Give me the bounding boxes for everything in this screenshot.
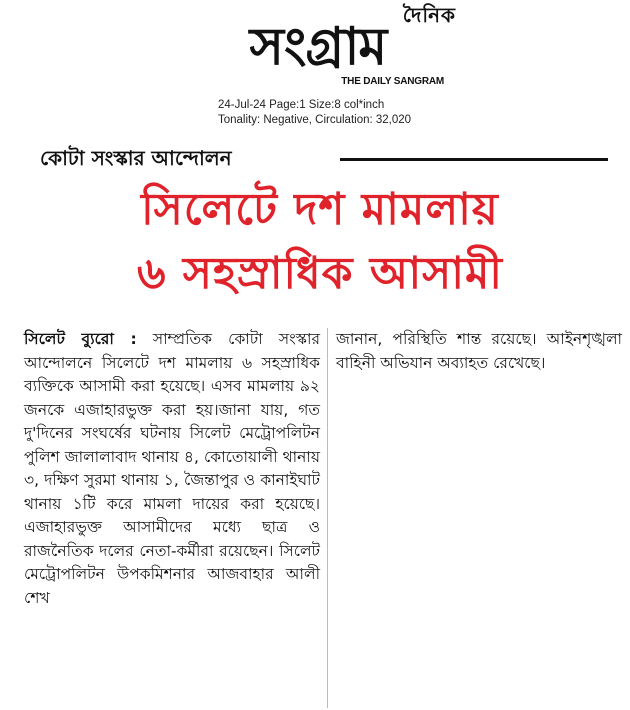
clip-info-line2: Tonality: Negative, Circulation: 32,020 xyxy=(218,114,412,126)
kicker-row xyxy=(40,144,580,174)
masthead-daily-word: দৈনিক xyxy=(402,3,456,27)
article-byline: সিলেট ব্যুরো : xyxy=(24,330,137,348)
article-headline xyxy=(30,178,610,306)
clip-info xyxy=(218,98,411,128)
article-kicker: কোটা সংস্কার আন্দোলন xyxy=(40,146,232,170)
column-divider xyxy=(327,328,328,708)
masthead xyxy=(0,0,630,92)
article-column-left xyxy=(24,328,320,610)
clip-info-line1: 24-Jul-24 Page:1 Size:8 col*inch xyxy=(218,99,385,111)
article-text-right: জানান, পরিস্থিতি শান্ত রয়েছে। আইনশৃঙ্খলা বাহিনী অভিযান অব্যাহত রেখেছে। xyxy=(336,330,622,372)
headline-line-1: সিলেটে দশ মামলায় xyxy=(141,184,499,235)
article-column-right xyxy=(336,328,622,375)
article-body-left xyxy=(24,328,320,610)
headline-line-2: ৬ সহস্রাধিক আসামী xyxy=(136,248,503,299)
kicker-rule xyxy=(340,158,608,161)
newspaper-logo: সংগ্রাম xyxy=(249,17,387,77)
newspaper-subtitle: THE DAILY SANGRAM xyxy=(341,76,444,87)
article-text-left: সাম্প্রতিক কোটা সংস্কার আন্দোলনে সিলেটে দশ মামলায় ৬ সহস্রাধিক ব্যক্তিকে আসামী করা হয়েছে। এসব মামলায় ৯২ জনকে এজাহারভুক্ত করা হয়।জানা যায়, গত দু'দিনের সংঘর্ষের ঘটনায় সিলেট মেট্রোপলিটন পুলিশ জালালাবাদ থানায় ৪, কোতোয়ালী থানায় ৩, দক্ষিণ সুরমা থানায় ১, জৈন্তাপুর ও কানাইঘাট থানায় ১টি করে মামলা দায়ের করা হয়েছে। এজাহারভুক্ত আসামীদের মধ্যে ছাত্র ও রাজনৈতিক দলের নেতা-কর্মীরা রয়েছেন। সিলেট মেট্রোপলিটন উপকমিশনার আজবাহার আলী শেখ xyxy=(24,330,320,607)
